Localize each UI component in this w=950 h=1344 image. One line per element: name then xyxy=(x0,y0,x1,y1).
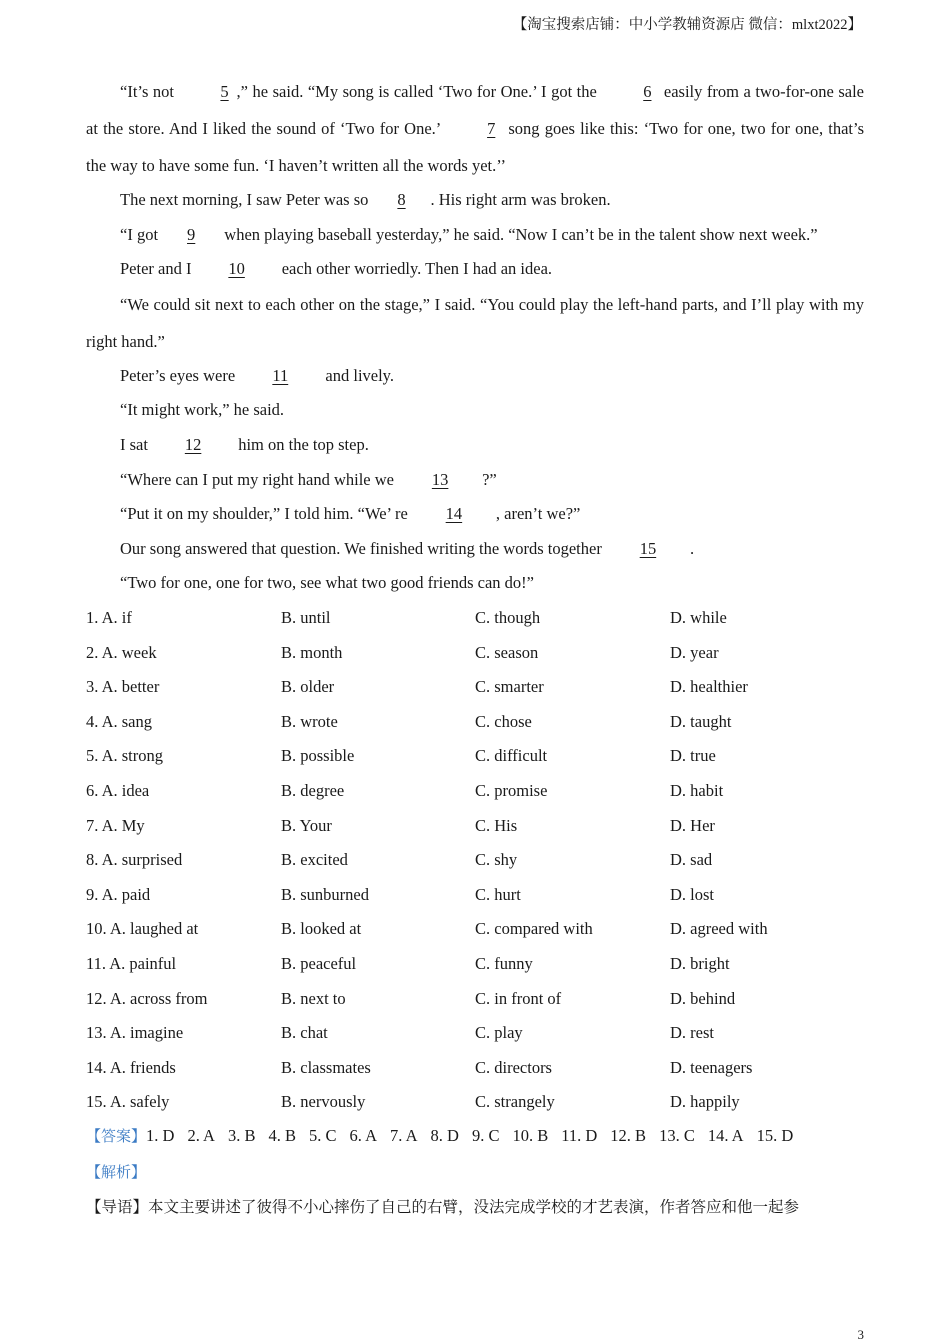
option-choice: C. compared with xyxy=(475,919,593,939)
option-choice: D. agreed with xyxy=(670,919,768,939)
passage-line-9 xyxy=(120,225,818,245)
option-row xyxy=(86,1058,886,1080)
passage-text: . His right arm was broken. xyxy=(430,190,611,209)
blank-8: 8 xyxy=(397,190,406,209)
option-choice: 6. A. idea xyxy=(86,781,150,800)
option-choice: D. taught xyxy=(670,711,732,731)
blank-10: 10 xyxy=(228,259,245,278)
passage-line-14 xyxy=(120,504,580,524)
option-choice: D. teenagers xyxy=(670,1057,753,1077)
answer-key: 7. A xyxy=(390,1126,418,1145)
option-choice: B. chat xyxy=(281,1023,328,1043)
passage-line-work: “It might work,” he said. xyxy=(120,400,285,419)
passage-text: Our song answered that question. We finished writing the words together xyxy=(120,539,606,558)
option-choice: B. wrote xyxy=(281,711,338,731)
blank-9: 9 xyxy=(187,225,196,244)
option-choice: C. though xyxy=(475,608,541,627)
option-row xyxy=(86,677,886,699)
answer-key: 15. D xyxy=(756,1126,794,1145)
option-row xyxy=(86,850,886,872)
option-row xyxy=(86,954,886,976)
passage-text: “It’s not xyxy=(120,82,179,101)
option-choice: 11. A. painful xyxy=(86,954,177,973)
option-choice: D. Her xyxy=(670,815,715,835)
option-choice: B. sunburned xyxy=(281,884,369,904)
option-choice: B. month xyxy=(281,642,343,662)
passage-line-10 xyxy=(120,259,552,279)
passage-text: ,” he said. “My song is called ‘Two for One.’ I got the xyxy=(236,82,602,101)
option-choice: B. next to xyxy=(281,988,346,1008)
passage-text: ?” xyxy=(482,470,497,489)
passage-text: “Put it on my shoulder,” I told him. “We’ re xyxy=(120,504,412,523)
option-choice: D. bright xyxy=(670,954,730,973)
answer-key: 13. C xyxy=(659,1126,695,1145)
passage-text: , aren’t we?” xyxy=(495,504,581,523)
option-choice: B. peaceful xyxy=(281,954,357,973)
blank-11: 11 xyxy=(272,366,289,385)
option-choice: 9. A. paid xyxy=(86,884,151,904)
option-choice: C. strangely xyxy=(475,1092,555,1112)
passage-line-15 xyxy=(120,539,694,559)
option-choice: 3. A. better xyxy=(86,677,160,697)
option-choice: D. behind xyxy=(670,988,736,1008)
passage-text: “I got xyxy=(120,225,163,244)
option-choice: C. hurt xyxy=(475,884,521,904)
option-choice: 2. A. week xyxy=(86,642,157,662)
option-choice: 15. A. safely xyxy=(86,1092,170,1112)
option-choice: D. rest xyxy=(670,1023,714,1043)
answer-key: 2. A xyxy=(187,1126,215,1145)
option-row xyxy=(86,989,886,1011)
passage-text: easily from a two-for-one sale at the store. And I liked the sound of ‘Two for One.’ xyxy=(86,82,864,138)
option-choice: C. difficult xyxy=(475,746,548,766)
option-choice: C. directors xyxy=(475,1057,552,1077)
page-number: 3 xyxy=(857,1327,864,1342)
passage-line-8 xyxy=(120,190,611,210)
blank-6: 6 xyxy=(643,82,652,101)
analysis-label: 【解析】 xyxy=(86,1163,147,1181)
option-choice: C. season xyxy=(475,642,539,662)
blank-15: 15 xyxy=(639,539,657,558)
option-choice: C. smarter xyxy=(475,677,544,697)
option-choice: C. chose xyxy=(475,711,532,731)
option-row xyxy=(86,643,886,665)
answer-label: 【答案】 xyxy=(86,1127,147,1145)
passage-text: song goes like this: ‘Two for one, two for one, that’s the way to have some fun. ‘I haven’t written all the words yet.’’ xyxy=(86,119,864,175)
option-choice: 7. A. My xyxy=(86,815,145,835)
option-choice: C. His xyxy=(475,815,518,835)
option-choice: C. shy xyxy=(475,850,518,870)
option-choice: B. nervously xyxy=(281,1092,366,1112)
passage-line-last: “Two for one, one for two, see what two good friends can do!” xyxy=(120,573,534,592)
option-choice: B. older xyxy=(281,677,335,697)
option-choice: B. possible xyxy=(281,746,355,766)
passage-text: The next morning, I saw Peter was so xyxy=(120,190,373,209)
option-choice: 10. A. laughed at xyxy=(86,919,199,939)
answer-key: 3. B xyxy=(227,1126,256,1145)
answer-key: 4. B xyxy=(268,1126,296,1145)
answer-key: 9. C xyxy=(471,1126,500,1145)
option-choice: 1. A. if xyxy=(86,608,132,627)
blank-12: 12 xyxy=(184,435,202,454)
passage-line-13 xyxy=(120,470,497,490)
option-choice: B. until xyxy=(281,608,331,627)
answer-keys xyxy=(146,1126,806,1145)
answer-key: 6. A xyxy=(349,1126,378,1145)
blank-13: 13 xyxy=(431,470,449,489)
blank-14: 14 xyxy=(445,504,463,523)
answer-key: 10. B xyxy=(512,1126,549,1145)
option-choice: D. year xyxy=(670,642,719,662)
option-row xyxy=(86,781,886,803)
option-choice: 4. A. sang xyxy=(86,711,152,731)
option-choice: 13. A. imagine xyxy=(86,1023,184,1043)
answer-key: 1. D xyxy=(146,1126,175,1145)
option-row xyxy=(86,1023,886,1045)
option-row xyxy=(86,608,886,630)
blank-7: 7 xyxy=(487,119,496,138)
option-choice: B. looked at xyxy=(281,919,362,939)
passage-text: Peter and I xyxy=(120,259,196,278)
option-row xyxy=(86,885,886,907)
answer-line xyxy=(86,1125,806,1146)
passage-text: each other worriedly. Then I had an idea. xyxy=(277,259,553,278)
option-choice: D. lost xyxy=(670,884,715,904)
passage-text: and lively. xyxy=(321,366,394,385)
passage-text: . xyxy=(689,539,695,558)
passage-paragraph-stage: “We could sit next to each other on the stage,” I said. “You could play the left-hand parts, and I’ll play with my right hand.” xyxy=(86,295,864,351)
option-choice: C. funny xyxy=(475,954,533,973)
option-choice: B. classmates xyxy=(281,1057,371,1077)
option-choice: 8. A. surprised xyxy=(86,850,183,870)
passage-line-11 xyxy=(120,366,394,386)
option-choice: C. play xyxy=(475,1023,523,1043)
passage-text: Peter’s eyes were xyxy=(120,366,240,385)
answer-key: 11. D xyxy=(561,1126,598,1145)
option-choice: D. while xyxy=(670,608,727,627)
option-choice: 14. A. friends xyxy=(86,1057,176,1077)
option-row xyxy=(86,919,886,941)
passage-text: “Where can I put my right hand while we xyxy=(120,470,399,489)
option-choice: C. in front of xyxy=(475,988,562,1008)
option-choice: 5. A. strong xyxy=(86,746,164,766)
answer-key: 14. A xyxy=(707,1126,744,1145)
option-choice: D. happily xyxy=(670,1092,740,1112)
option-choice: D. healthier xyxy=(670,677,748,697)
option-row xyxy=(86,816,886,838)
blank-5: 5 xyxy=(220,82,229,101)
passage-text: I sat xyxy=(120,435,153,454)
passage-paragraph-1 xyxy=(86,73,864,184)
option-choice: D. true xyxy=(670,746,716,766)
option-choice: D. habit xyxy=(670,781,724,800)
answer-key: 12. B xyxy=(610,1126,647,1145)
answer-key: 5. C xyxy=(308,1126,337,1145)
option-choice: C. promise xyxy=(475,781,548,800)
option-choice: 12. A. across from xyxy=(86,988,208,1008)
option-row xyxy=(86,712,886,734)
passage-line-12 xyxy=(120,435,369,455)
option-choice: B. Your xyxy=(281,815,332,835)
answer-key: 8. D xyxy=(430,1126,459,1145)
passage-text: him on the top step. xyxy=(234,435,369,454)
option-choice: B. degree xyxy=(281,781,345,800)
header-watermark: 【淘宝搜索店铺：中小学教辅资源店 微信：mlxt2022】 xyxy=(512,17,862,33)
option-choice: B. excited xyxy=(281,850,348,870)
guide-text: 【导语】本文主要讲述了彼得不小心摔伤了自己的右臂，没法完成学校的才艺表演，作者答应和他一起参 xyxy=(86,1198,800,1216)
option-row xyxy=(86,1092,886,1114)
option-row xyxy=(86,746,886,768)
option-choice: D. sad xyxy=(670,850,713,870)
passage-text: when playing baseball yesterday,” he said. “Now I can’t be in the talent show next week.” xyxy=(220,225,818,244)
